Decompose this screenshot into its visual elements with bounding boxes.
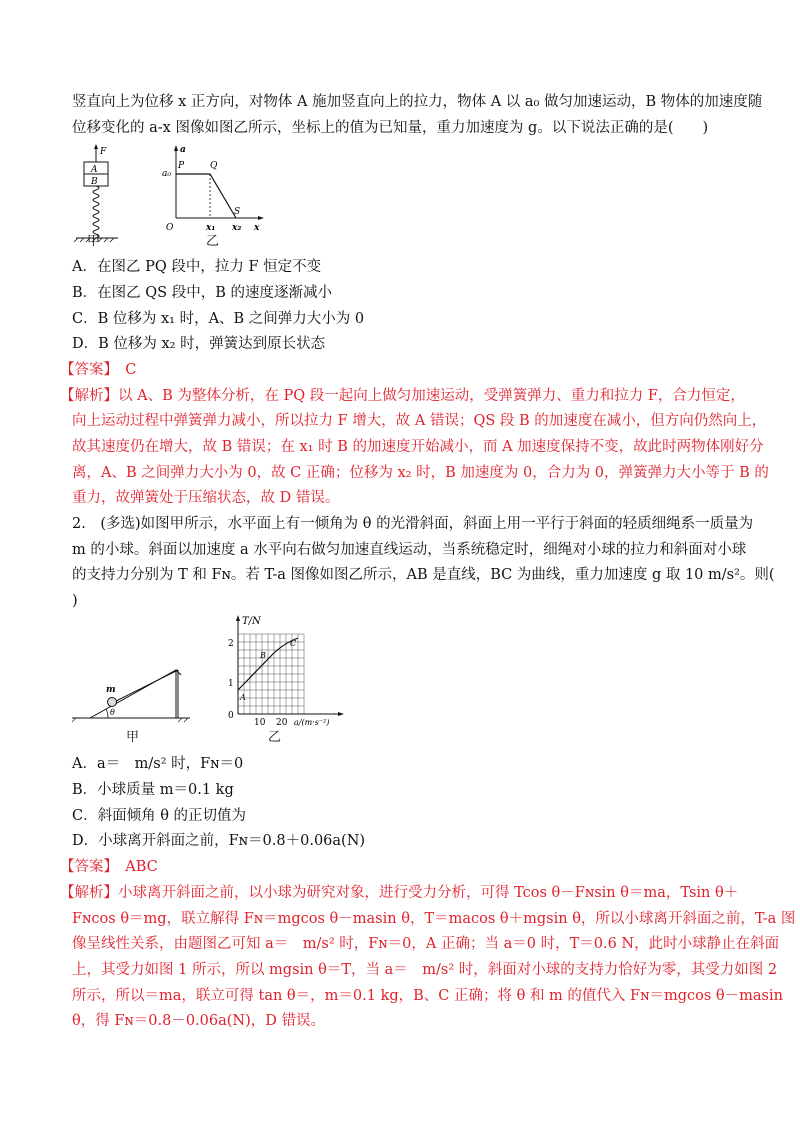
q2-figure-yi [226, 612, 356, 736]
q1-fig-yi-x1: x₁ [206, 223, 216, 233]
q2-fig-yi-y2: 2 [228, 639, 234, 649]
q2-stem-line-4: ) [72, 593, 78, 609]
q1-analysis-line-5: 重力，故弹簧处于压缩状态，故 D 错误。 [72, 490, 340, 506]
q2-fig-yi-x20: 20 [276, 718, 288, 728]
q1-spring [93, 186, 99, 238]
q1-answer: 【答案】 C [60, 362, 137, 378]
q2-analysis-line-4: 上，其受力如图 1 所示，所以 mgsin θ＝T，当 a＝ m/s² 时，斜面对小球的支持力恰好为零，其受力如图 2 [72, 962, 778, 978]
q2-fig-yi-ylabel: T/N [242, 616, 261, 627]
q1-fig-yi-Q: Q [210, 161, 218, 171]
q2-fig-yi-xlabel: a/(m·s⁻²) [294, 718, 330, 727]
q2-answer: 【答案】 ABC [60, 859, 158, 875]
q2-stem-line-2: m 的小球。斜面以加速度 a 水平向右做匀加速直线运动，当系统稳定时，细绳对小球的拉力和斜面对小球 [72, 542, 747, 558]
q1-option-d: D．B 位移为 x₂ 时，弹簧达到原长状态 [72, 336, 326, 352]
q2-analysis-line-3: 像呈线性关系，由题图乙可知 a＝ m/s² 时，Fɴ＝0，A 正确；当 a＝0 时，T＝0.6 N，此时小球静止在斜面 [72, 936, 780, 952]
q1-analysis-line-4: 离，A、B 之间弹力大小为 0，故 C 正确；位移为 x₂ 时，B 加速度为 0，合力为 0，弹簧弹力大小等于 B 的 [72, 465, 769, 481]
q2-analysis-line-5: 所示，所以＝ma，联立可得 tan θ＝，m＝0.1 kg，B、C 正确；将 θ 和 m 的值代入 Fɴ＝mgcos θ－masin [72, 988, 783, 1004]
q1-figure-jia [72, 142, 142, 248]
q1-fig-yi-a: a [180, 145, 186, 155]
q2-fig-yi-A: A [240, 693, 246, 702]
q2-analysis-line-2: Fɴcos θ＝mg，联立解得 Fɴ＝mgcos θ－masin θ，T＝macos θ＋mgsin θ，所以小球离开斜面之前，T-a 图 [72, 911, 796, 927]
q2-stem-line-3: 的支持力分别为 T 和 Fɴ。若 T-a 图像如图乙所示，AB 是直线，BC 为曲线，重力加速度 g 取 10 m/s²。则( [72, 567, 775, 583]
q1-fig-yi-O: O [166, 223, 174, 233]
q2-fig-jia-m: m [106, 685, 116, 695]
q2-fig-yi-C: C [290, 639, 297, 648]
q1-fig-yi-a0: a₀ [162, 169, 171, 179]
q2-option-a: A．a＝ m/s² 时，Fɴ＝0 [72, 756, 244, 772]
q2-fig-yi-caption: 乙 [268, 730, 282, 745]
q2-analysis-line-1: 【解析】小球离开斜面之前，以小球为研究对象，进行受力分析，可得 Tcos θ－Fɴsin θ＝ma，Tsin θ＋ [60, 885, 739, 901]
q2-fig-jia-caption: 甲 [126, 730, 140, 745]
q1-fig-yi-x: x [254, 223, 260, 233]
q1-option-b: B．在图乙 QS 段中，B 的速度逐渐减小 [72, 285, 332, 301]
q2-analysis-line-6: θ，得 Fɴ＝0.8－0.06a(N)，D 错误。 [72, 1013, 325, 1029]
q2-stem-line-1: 2. (多选)如图甲所示，水平面上有一倾角为 θ 的光滑斜面，斜面上用一平行于斜面的轻质细绳系一质量为 [72, 516, 754, 532]
q2-option-c: C．斜面倾角 θ 的正切值为 [72, 808, 247, 824]
q2-figure-jia [72, 626, 192, 726]
q2-option-b: B．小球质量 m＝0.1 kg [72, 782, 234, 798]
q1-stem-line-1: 竖直向上为位移 x 正方向，对物体 A 施加竖直向上的拉力，物体 A 以 a₀ 做匀加速运动，B 物体的加速度随 [72, 94, 763, 110]
q2-fig-jia-theta: θ [110, 708, 115, 717]
q1-fig-jia-A: A [91, 165, 98, 175]
q1-fig-yi-caption: 乙 [206, 234, 220, 249]
q1-fig-jia-B: B [91, 177, 98, 187]
q1-analysis-line-1: 【解析】以 A、B 为整体分析，在 PQ 段一起向上做匀加速运动，受弹簧弹力、重力和拉力 F，合力恒定， [60, 388, 745, 404]
q1-fig-yi-S: S [234, 207, 241, 217]
q1-option-a: A．在图乙 PQ 段中，拉力 F 恒定不变 [72, 259, 322, 275]
q1-stem-line-2: 位移变化的 a-x 图像如图乙所示，坐标上的值为已知量，重力加速度为 g。以下说法正确的是( ) [72, 120, 709, 136]
q2-fig-yi-x10: 10 [254, 718, 266, 728]
q1-analysis-line-3: 故其速度仍在增大，故 B 错误；在 x₁ 时 B 的加速度开始减小，而 A 加速度保持不变，故此时两物体刚好分 [72, 439, 764, 455]
q2-fig-yi-y0: 0 [228, 711, 234, 721]
q2-option-d: D．小球离开斜面之前，Fɴ＝0.8＋0.06a(N) [72, 833, 366, 849]
q1-analysis-line-2: 向上运动过程中弹簧弹力减小，所以拉力 F 增大，故 A 错误；QS 段 B 的加速度在减小，但方向仍然向上， [72, 413, 767, 429]
q1-fig-yi-x2: x₂ [232, 223, 242, 233]
q2-fig-yi-B: B [260, 651, 266, 660]
q1-fig-yi-P: P [178, 161, 185, 171]
q1-option-c: C．B 位移为 x₁ 时，A、B 之间弹力大小为 0 [72, 311, 365, 327]
q2-ball [108, 698, 117, 707]
q1-fig-jia-caption: 甲 [87, 234, 101, 249]
q1-figure-yi [162, 142, 274, 234]
q2-fig-yi-y1: 1 [228, 679, 234, 689]
q1-fig-jia-F: F [100, 147, 107, 157]
